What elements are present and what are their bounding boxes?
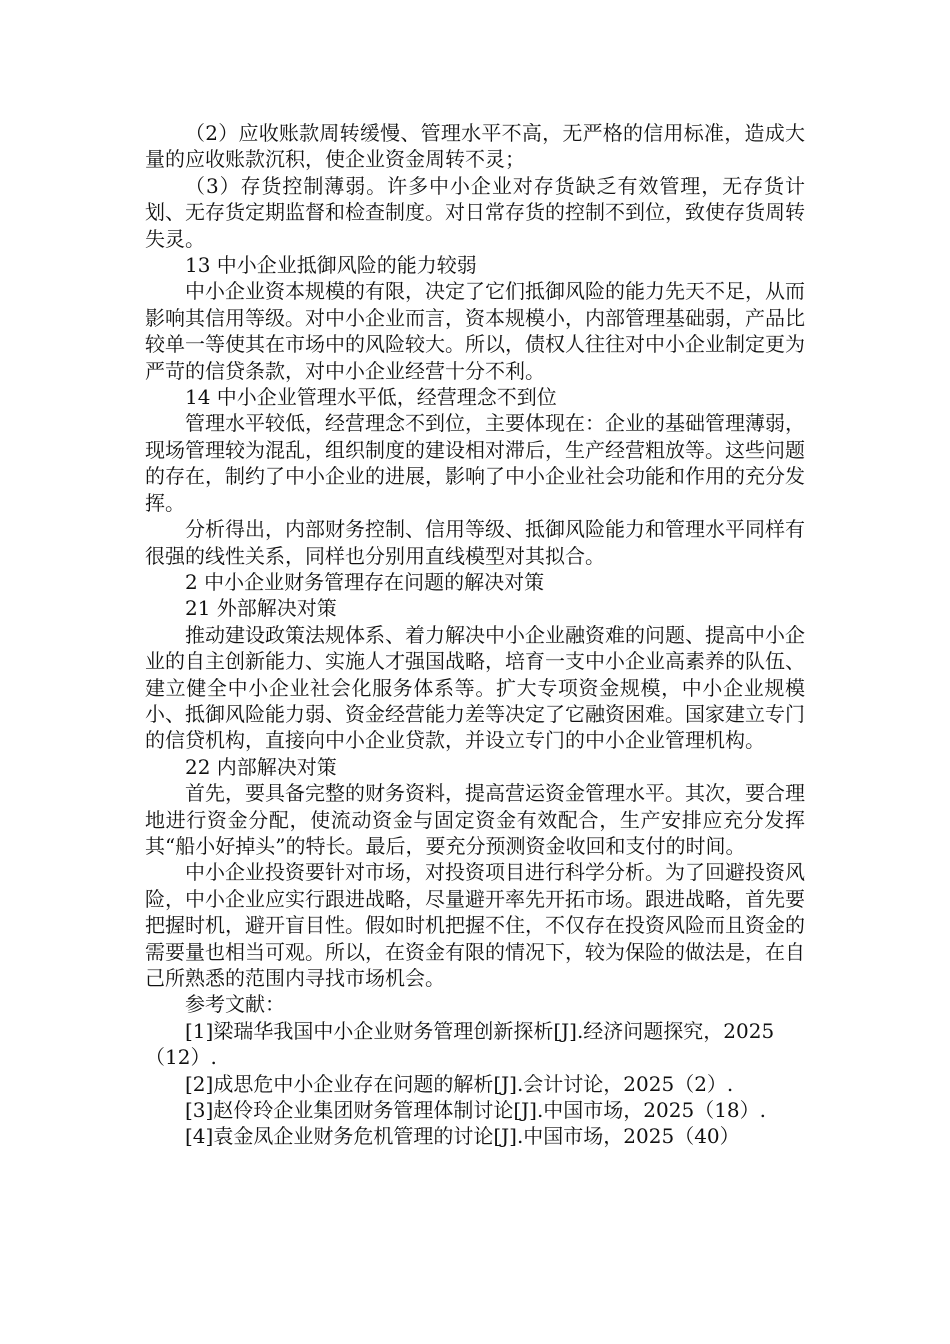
references-heading: 参考文献：	[185, 992, 285, 1017]
heading-1-3: 13 中小企业抵御风险的能力较弱	[185, 253, 477, 278]
para-analysis: 分析得出，内部财务控制、信用等级、抵御风险能力和管理水平同样有很强的线性关系，同样也分别用直线模型对其拟合。	[145, 517, 805, 568]
document-page	[145, 120, 805, 1150]
para-receivables: （2）应收账款周转缓慢、管理水平不高，无严格的信用标准，造成大量的应收账款沉积，使企业资金周转不灵；	[145, 121, 805, 172]
reference-1: [1]梁瑞华我国中小企业财务管理创新探析[J].经济问题探究，2025（12）.	[145, 1018, 775, 1070]
para-investment: 中小企业投资要针对市场，对投资项目进行科学分析。为了回避投资风险，中小企业应实行跟进战略，尽量避开率先开拓市场。跟进战略，首先要把握时机，避开盲目性。假如时机把握不住，不仅存在投资风险而且资金的需要量也相当可观。所以，在资金有限的情况下，较为保险的做法是，在自己所熟悉的范围内寻找市场机会。	[145, 860, 805, 990]
para-internal: 首先，要具备完整的财务资料，提高营运资金管理水平。其次，要合理地进行资金分配，使流动资金与固定资金有效配合，生产安排应充分发挥其“船小好掉头”的特长。最后，要充分预测资金收回和支付的时间。	[145, 781, 805, 858]
heading-2-1: 21 外部解决对策	[185, 596, 337, 621]
heading-2-2: 22 内部解决对策	[185, 754, 337, 779]
para-risk: 中小企业资本规模的有限，决定了它们抵御风险的能力先天不足，从而影响其信用等级。对中小企业而言，资本规模小，内部管理基础弱，产品比较单一等使其在市场中的风险较大。所以，债权人往往对中小企业制定更为严苛的信贷条款，对中小企业经营十分不利。	[145, 279, 805, 383]
heading-1-4: 14 中小企业管理水平低，经营理念不到位	[185, 385, 557, 410]
para-management: 管理水平较低，经营理念不到位，主要体现在：企业的基础管理薄弱，现场管理较为混乱，组织制度的建设相对滞后，生产经营粗放等。这些问题的存在，制约了中小企业的进展，影响了中小企业社会功能和作用的充分发挥。	[145, 411, 805, 515]
reference-2: [2]成思危中小企业存在问题的解析[J].会计讨论，2025（2）.	[185, 1071, 734, 1096]
reference-3: [3]赵伶玲企业集团财务管理体制讨论[J].中国市场，2025（18）.	[185, 1098, 767, 1123]
heading-2: 2 中小企业财务管理存在问题的解决对策	[185, 569, 545, 594]
reference-4: [4]袁金凤企业财务危机管理的讨论[J].中国市场，2025（40）	[185, 1124, 740, 1149]
para-external: 推动建设政策法规体系、着力解决中小企业融资难的问题、提高中小企业的自主创新能力、实施人才强国战略，培育一支中小企业高素养的队伍、建立健全中小企业社会化服务体系等。扩大专项资金规模，中小企业规模小、抵御风险能力弱、资金经营能力差等决定了它融资困难。国家建立专门的信贷机构，直接向中小企业贷款，并设立专门的中小企业管理机构。	[145, 622, 805, 753]
para-inventory: （3）存货控制薄弱。许多中小企业对存货缺乏有效管理，无存货计划、无存货定期监督和检查制度。对日常存货的控制不到位，致使存货周转失灵。	[145, 173, 805, 251]
